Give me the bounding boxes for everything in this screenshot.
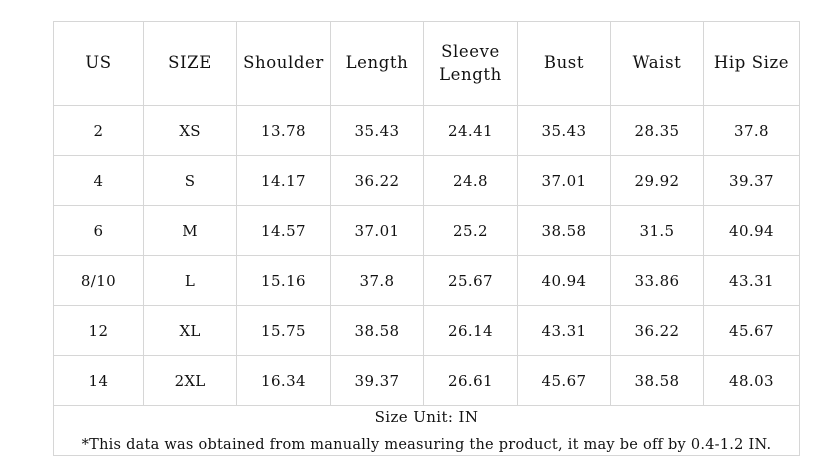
cell-size: XL [144, 306, 237, 356]
cell-bust: 38.58 [518, 206, 611, 256]
table-body [54, 106, 800, 456]
cell-bust: 45.67 [518, 356, 611, 406]
cell-hip-size: 37.8 [704, 106, 800, 156]
column-header-length: Length [331, 22, 424, 106]
cell-sleeve-length: 26.61 [424, 356, 518, 406]
column-header-us: US [54, 22, 144, 106]
cell-waist: 28.35 [611, 106, 704, 156]
table-row [54, 106, 800, 156]
cell-size: 2XL [144, 356, 237, 406]
cell-length: 35.43 [331, 106, 424, 156]
cell-bust: 37.01 [518, 156, 611, 206]
cell-us: 2 [54, 106, 144, 156]
cell-bust: 40.94 [518, 256, 611, 306]
cell-length: 37.8 [331, 256, 424, 306]
cell-size: M [144, 206, 237, 256]
cell-us: 14 [54, 356, 144, 406]
cell-sleeve-length: 24.41 [424, 106, 518, 156]
column-header-waist: Waist [611, 22, 704, 106]
cell-length: 38.58 [331, 306, 424, 356]
column-header-sleeve-length-line1: Sleeve [441, 42, 500, 62]
cell-waist: 38.58 [611, 356, 704, 406]
cell-hip-size: 40.94 [704, 206, 800, 256]
cell-shoulder: 13.78 [237, 106, 331, 156]
cell-shoulder: 16.34 [237, 356, 331, 406]
cell-sleeve-length: 26.14 [424, 306, 518, 356]
cell-waist: 33.86 [611, 256, 704, 306]
cell-waist: 31.5 [611, 206, 704, 256]
cell-us: 12 [54, 306, 144, 356]
cell-bust: 43.31 [518, 306, 611, 356]
cell-shoulder: 15.75 [237, 306, 331, 356]
cell-hip-size: 39.37 [704, 156, 800, 206]
table-footer-row [54, 406, 800, 456]
column-header-hip-size: Hip Size [704, 22, 800, 106]
cell-waist: 36.22 [611, 306, 704, 356]
column-header-shoulder: Shoulder [237, 22, 331, 106]
cell-length: 39.37 [331, 356, 424, 406]
size-unit-note: Size Unit: IN [374, 408, 479, 426]
size-chart-table-wrapper [53, 21, 799, 456]
cell-shoulder: 14.57 [237, 206, 331, 256]
table-row [54, 306, 800, 356]
cell-sleeve-length: 24.8 [424, 156, 518, 206]
cell-waist: 29.92 [611, 156, 704, 206]
cell-length: 37.01 [331, 206, 424, 256]
cell-bust: 35.43 [518, 106, 611, 156]
table-footer-note [54, 406, 800, 456]
table-row [54, 256, 800, 306]
cell-us: 4 [54, 156, 144, 206]
column-header-sleeve-length [424, 22, 518, 106]
size-chart-table [53, 21, 800, 456]
table-row [54, 156, 800, 206]
cell-hip-size: 43.31 [704, 256, 800, 306]
column-header-bust: Bust [518, 22, 611, 106]
cell-sleeve-length: 25.67 [424, 256, 518, 306]
cell-size: S [144, 156, 237, 206]
column-header-size: SIZE [144, 22, 237, 106]
cell-length: 36.22 [331, 156, 424, 206]
table-row [54, 356, 800, 406]
cell-hip-size: 48.03 [704, 356, 800, 406]
cell-size: XS [144, 106, 237, 156]
cell-us: 8/10 [54, 256, 144, 306]
table-header [54, 22, 800, 106]
cell-us: 6 [54, 206, 144, 256]
measurement-disclaimer: *This data was obtained from manually measuring the product, it may be off by 0.4-1.2 IN. [81, 437, 772, 453]
cell-shoulder: 14.17 [237, 156, 331, 206]
table-header-row [54, 22, 800, 106]
cell-hip-size: 45.67 [704, 306, 800, 356]
cell-sleeve-length: 25.2 [424, 206, 518, 256]
table-row [54, 206, 800, 256]
column-header-sleeve-length-line2: Length [439, 64, 502, 84]
cell-shoulder: 15.16 [237, 256, 331, 306]
cell-size: L [144, 256, 237, 306]
